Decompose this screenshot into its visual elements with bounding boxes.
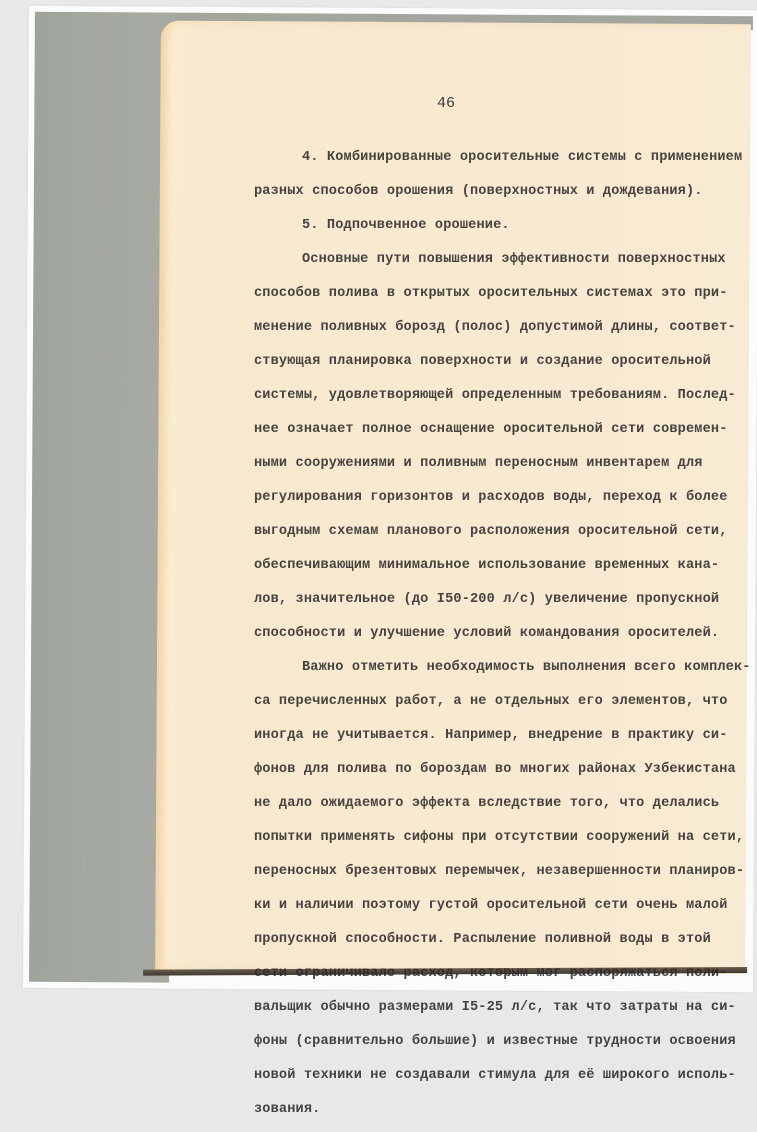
text-line: фонов для полива по бороздам во многих районах Узбекистана bbox=[254, 762, 736, 777]
text-line: новой техники не создавали стимула для её широкого исполь- bbox=[254, 1068, 736, 1083]
text-line: не дало ожидаемого эффекта вследствие того, что делались bbox=[254, 796, 720, 811]
text-line: способности и улучшение условий командования оросителей. bbox=[254, 626, 720, 641]
text-line: са перечисленных работ, а не отдельных его элементов, что bbox=[254, 694, 728, 709]
text-line: выгодным схемам планового расположения оросительной сети, bbox=[254, 524, 728, 539]
page-number: 46 bbox=[437, 95, 456, 112]
text-line: зования. bbox=[254, 1102, 321, 1117]
text-line: попытки применять сифоны при отсутствии сооружений на сети, bbox=[254, 830, 745, 845]
text-line: ки и наличии поэтому густой оросительной сети очень малой bbox=[254, 898, 728, 913]
text-line: системы, удовлетворяющей определенным требованиям. Послед- bbox=[254, 388, 736, 403]
text-line: Важно отметить необходимость выполнения всего комплек- bbox=[302, 660, 751, 675]
text-line: ствующая планировка поверхности и создание оросительной bbox=[254, 354, 711, 369]
text-line: ными сооружениями и поливным переносным инвентарем для bbox=[254, 456, 703, 471]
text-line: способов полива в открытых оросительных системах это при- bbox=[254, 286, 728, 301]
text-line: нее означает полное оснащение оросительной сети современ- bbox=[254, 422, 728, 437]
text-line: сети ограничивало расход, которым мог распоряжаться поли- bbox=[254, 966, 728, 981]
text-line: разных способов орошения (поверхностных и дождевания). bbox=[254, 184, 703, 199]
text-line: переносных брезентовых перемычек, незавершенности планиров- bbox=[254, 864, 745, 879]
typewritten-text bbox=[254, 146, 751, 1132]
text-line: фоны (сравнительно большие) и известные трудности освоения bbox=[254, 1034, 736, 1049]
text-line: иногда не учитывается. Например, внедрение в практику си- bbox=[254, 728, 728, 743]
text-line: Основные пути повышения эффективности поверхностных bbox=[302, 252, 726, 267]
text-line: лов, значительное (до I50-200 л/с) увеличение пропускной bbox=[254, 592, 720, 607]
text-line: вальщик обычно размерами I5-25 л/с, так что затраты на си- bbox=[254, 1000, 736, 1015]
scan-backdrop bbox=[29, 12, 175, 983]
text-line: пропускной способности. Распыление поливной воды в этой bbox=[254, 932, 711, 947]
text-line: регулирования горизонтов и расходов воды, переход к более bbox=[254, 490, 728, 505]
text-line: обеспечивающим минимальное использование временных кана- bbox=[254, 558, 720, 573]
text-line: 4. Комбинированные оросительные системы с применением bbox=[302, 150, 743, 165]
text-line: менение поливных борозд (полос) допустимой длины, соответ- bbox=[254, 320, 736, 335]
text-line: 5. Подпочвенное орошение. bbox=[302, 218, 510, 233]
